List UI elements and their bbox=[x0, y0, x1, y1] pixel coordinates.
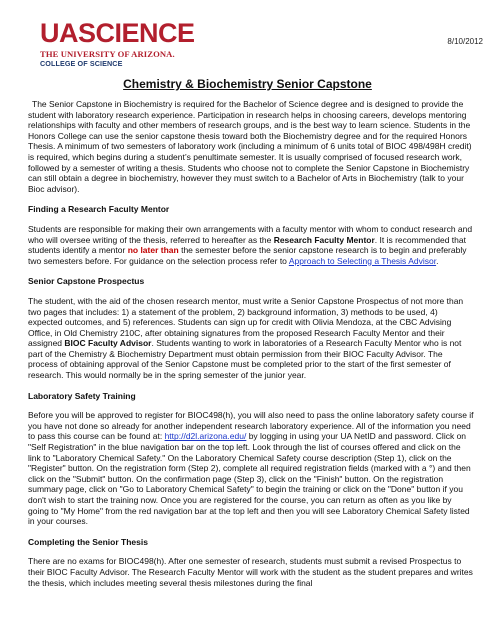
intro-paragraph: The Senior Capstone in Biochemistry is required for the Bachelor of Science degree and is designed to provide the student with laboratory research experience. Participation in research helps in choosing careers, develops mentoring relationships with faculty and other members of research groups, and is the best way to learn science. Students in the Honors College can use the senior capstone thesis toward both the Biochemistry degree and for the required Honors Thesis. A minimum of two semesters of laboratory work (including a minimum of 6 units total of BIOC 498/498H credit) is required, which begins during a student’s penultimate semester. It is usually comprised of focused research work, followed by a semester of writing a thesis. Students who choose not to complete the Senior Capstone in Biochemistry can still obtain a degree in biochemistry, however they must switch to a Bachelor of Arts in Biochemistry (talk to your Bioc advisor). bbox=[28, 99, 472, 194]
mentor-text-4: . bbox=[436, 255, 439, 266]
no-later-than-emphasis: no later than bbox=[127, 245, 179, 256]
research-faculty-mentor-term: Research Faculty Mentor bbox=[273, 234, 375, 245]
document-date: 8/10/2012 bbox=[447, 37, 483, 46]
page-title: Chemistry & Biochemistry Senior Capstone bbox=[123, 77, 372, 91]
logo-college: COLLEGE OF SCIENCE bbox=[40, 59, 123, 68]
mentor-paragraph bbox=[28, 224, 474, 266]
logo-science: SCIENCE bbox=[78, 18, 195, 48]
section-heading-thesis: Completing the Senior Thesis bbox=[28, 536, 148, 547]
prospectus-text-1: The student, with the aid of the chosen research mentor, must write a Senior Capstone Prospectus of not more than two pages that includes: 1) a statement of the problem, 2) background information, 3) methods to be used, 4) expected outcomes, and 5) references. Students can sign up for credit with Olivia Mendoza, at the CBC Advising Office, in Old Chemistry 210C, after obtaining signatures from the proposed Research Faculty Mentor and their assigned bbox=[28, 295, 464, 349]
ua-science-logo[interactable] bbox=[40, 20, 195, 68]
safety-text-2: by logging in using your UA NetID and password. Click on "Self Registration" in the blue navigation bar on the top left. Look through the list of courses offered and click on the link to "Laboratory Chemical Safety." On the Laboratory Chemical Safety course description (Step 1), click on the "Register" button. On the registration form (Step 2), complete all required registration fields (marked with a °) and then click on the "Submit" button. On the confirmation page (Step 3), click on the "Finish" button. On the registration summary page, click on "Go to Laboratory Chemical Safety" to begin the training or click on the "Done" button if you don't wish to start the training now. Once you are registered for the course, you can return as often as you like by going to "My Home" from the red navigation bar at the top left and then you will see Laboratory Chemical Safety listed in your courses. bbox=[28, 431, 471, 527]
mentor-text-3: the semester before the senior capstone research is to begin and preferably two semesters before. For guidance on the selection process refer to bbox=[28, 245, 467, 266]
bioc-faculty-advisor-term: BIOC Faculty Advisor bbox=[64, 338, 152, 349]
mentor-text-1: Students are responsible for making their own arrangements with a faculty mentor with whom to conduct research and who will oversee writing of the thesis, referred to hereafter as the bbox=[28, 223, 473, 245]
safety-text-1: Before you will be approved to register for BIOC498(h), you will also need to pass the online laboratory safety course if you have not done so already for another independent research laboratory experience. All of the information you need to pass this course can be found at: bbox=[28, 410, 474, 442]
safety-paragraph bbox=[28, 410, 474, 527]
page-header bbox=[0, 0, 495, 70]
prospectus-paragraph bbox=[28, 296, 474, 381]
thesis-paragraph: There are no exams for BIOC498(h). After one semester of research, students must submit a revised Prospectus to their BIOC Faculty Advisor. The Research Faculty Mentor will work with the student as the student prepares and writes the thesis, which includes meeting several thesis milestones during the final bbox=[28, 556, 473, 588]
mentor-text-2: . It is recommended that students identify a mentor bbox=[28, 234, 466, 256]
approach-to-selecting-thesis-advisor-link[interactable]: Approach to Selecting a Thesis Advisor bbox=[288, 255, 437, 266]
logo-wordmark bbox=[40, 20, 195, 47]
document-body bbox=[28, 99, 474, 598]
section-heading-prospectus: Senior Capstone Prospectus bbox=[28, 276, 145, 287]
section-heading-safety: Laboratory Safety Training bbox=[28, 390, 136, 401]
d2l-arizona-link[interactable]: http://d2l.arizona.edu/ bbox=[164, 431, 247, 442]
section-heading-mentor: Finding a Research Faculty Mentor bbox=[28, 204, 170, 215]
logo-ua: UA bbox=[40, 18, 78, 48]
logo-university: THE UNIVERSITY OF ARIZONA. bbox=[40, 49, 175, 59]
prospectus-text-2: . Students wanting to work in laboratories of a Research Faculty Mentor who is not part of the Chemistry & Biochemistry Department must obtain permission from their BIOC Faculty Advisor. The process of obtaining approval of the Senior Capstone must be completed prior to the start of the first semester of research. This would normally be in the spring semester of the junior year. bbox=[28, 338, 462, 381]
